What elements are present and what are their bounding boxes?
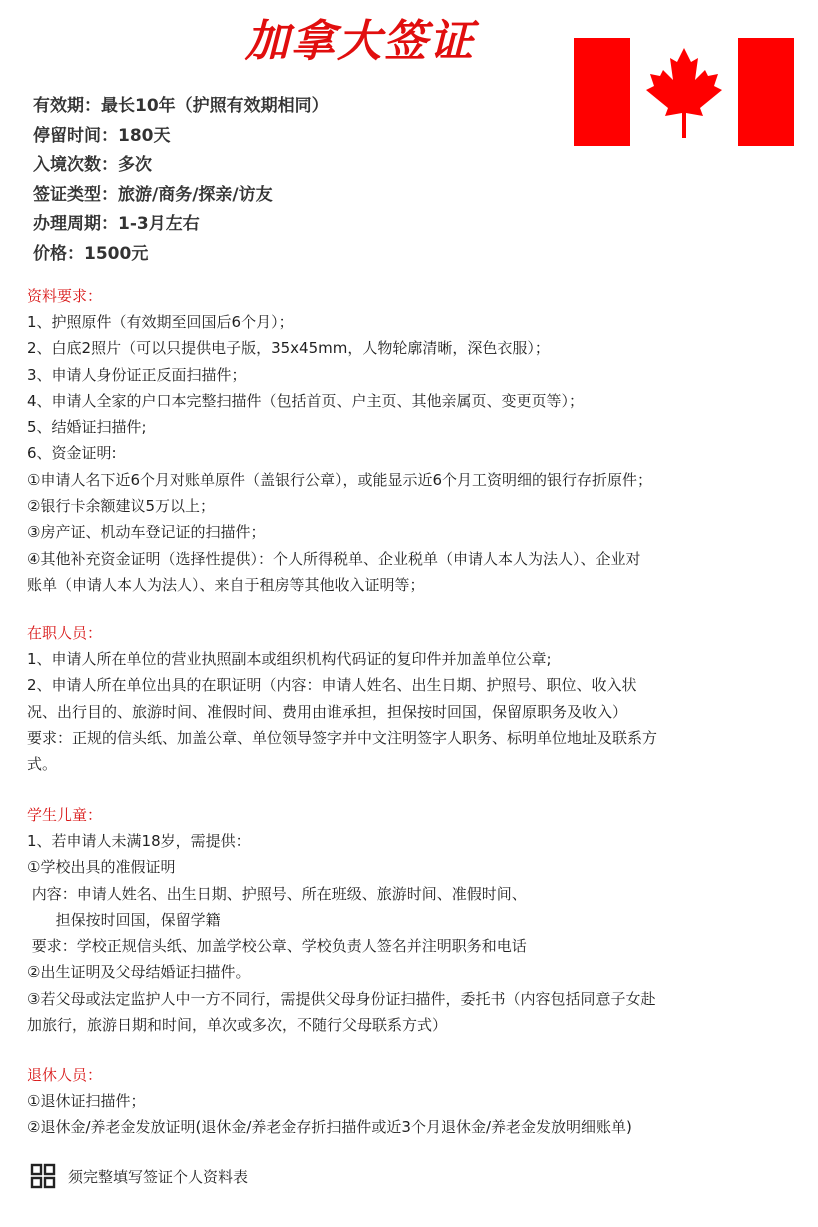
visa-type-info: 签证类型：旅游/商务/探亲/访友 <box>33 184 273 205</box>
price-info: 价格：1500元 <box>33 243 149 264</box>
visa-summary <box>33 92 329 269</box>
list-item: 内容：申请人姓名、出生日期、护照号、所在班级、旅游时间、准假时间、 <box>27 884 527 903</box>
list-item: 要求：学校正规信头纸、加盖学校公章、学校负责人签名并注明职务和电话 <box>27 937 527 956</box>
materials-section <box>27 283 797 598</box>
stay-duration-info: 停留时间：180天 <box>33 125 171 146</box>
list-item: 6、资金证明: <box>27 444 117 463</box>
page-title: 加拿大签证 <box>245 16 475 67</box>
list-item: ①学校出具的准假证明 <box>27 858 176 877</box>
footer-text: 须完整填写签证个人资料表 <box>68 1167 249 1186</box>
canada-flag-icon <box>574 38 794 146</box>
list-item: 1、申请人所在单位的营业执照副本或组织机构代码证的复印件并加盖单位公章; <box>27 650 552 668</box>
section-heading: 学生儿童： <box>27 806 103 824</box>
list-item: ①申请人名下近6个月对账单原件（盖银行公章），或能显示近6个月工资明细的银行存折原件； <box>27 470 653 489</box>
list-item: 要求：正规的信头纸、加盖公章、单位领导签字并中文注明签字人职务、标明单位地址及联系方 <box>27 728 658 747</box>
list-item: 1、护照原件（有效期至回国后6个月）； <box>27 313 294 331</box>
processing-time-info: 办理周期：1-3月左右 <box>33 214 200 234</box>
students-section <box>27 802 797 1038</box>
list-item: ②银行卡余额建议5万以上； <box>27 497 215 516</box>
list-item: ③若父母或法定监护人中一方不同行，需提供父母身份证扫描件，委托书（内容包括同意子女赴 <box>27 989 656 1008</box>
list-item: ②退休金/养老金发放证明(退休金/养老金存折扫描件或近3个月退休金/养老金发放明细账单) <box>27 1118 632 1137</box>
list-item: 1、若申请人未满18岁，需提供： <box>27 832 251 850</box>
list-item: 2、白底2照片（可以只提供电子版，35x45mm，人物轮廓清晰，深色衣服）； <box>27 339 550 358</box>
list-item: 4、申请人全家的户口本完整扫描件（包括首页、户主页、其他亲属页、变更页等）； <box>27 391 585 410</box>
list-item: 式。 <box>27 755 58 774</box>
retired-section <box>27 1062 797 1141</box>
grid-icon <box>30 1163 56 1189</box>
list-item: 3、申请人身份证正反面扫描件； <box>27 365 247 384</box>
list-item: 担保按时回国，保留学籍 <box>27 910 221 929</box>
validity-info: 有效期：最长10年（护照有效期相同） <box>33 96 329 116</box>
list-item: 2、申请人所在单位出具的在职证明（内容：申请人姓名、出生日期、护照号、职位、收入状 <box>27 676 637 695</box>
list-item: 5、结婚证扫描件; <box>27 418 147 437</box>
employed-section <box>27 620 797 777</box>
list-item: ②出生证明及父母结婚证扫描件。 <box>27 963 251 982</box>
section-heading: 退休人员： <box>27 1066 103 1084</box>
entry-count-info: 入境次数：多次 <box>33 155 152 175</box>
list-item: ③房产证、机动车登记证的扫描件； <box>27 523 266 542</box>
list-item: 账单（申请人本人为法人）、来自于租房等其他收入证明等； <box>27 575 425 594</box>
footer-note <box>30 1163 248 1189</box>
list-item: ④其他补充资金证明（选择性提供）：个人所得税单、企业税单（申请人本人为法人）、企业对 <box>27 549 641 568</box>
list-item: ①退休证扫描件； <box>27 1092 146 1110</box>
section-heading: 资料要求： <box>27 287 103 305</box>
section-heading: 在职人员： <box>27 624 103 642</box>
list-item: 加旅行，旅游日期和时间，单次或多次，不随行父母联系方式） <box>27 1016 448 1035</box>
list-item: 况、出行目的、旅游时间、准假时间、费用由谁承担，担保按时回国，保留原职务及收入） <box>27 702 628 721</box>
